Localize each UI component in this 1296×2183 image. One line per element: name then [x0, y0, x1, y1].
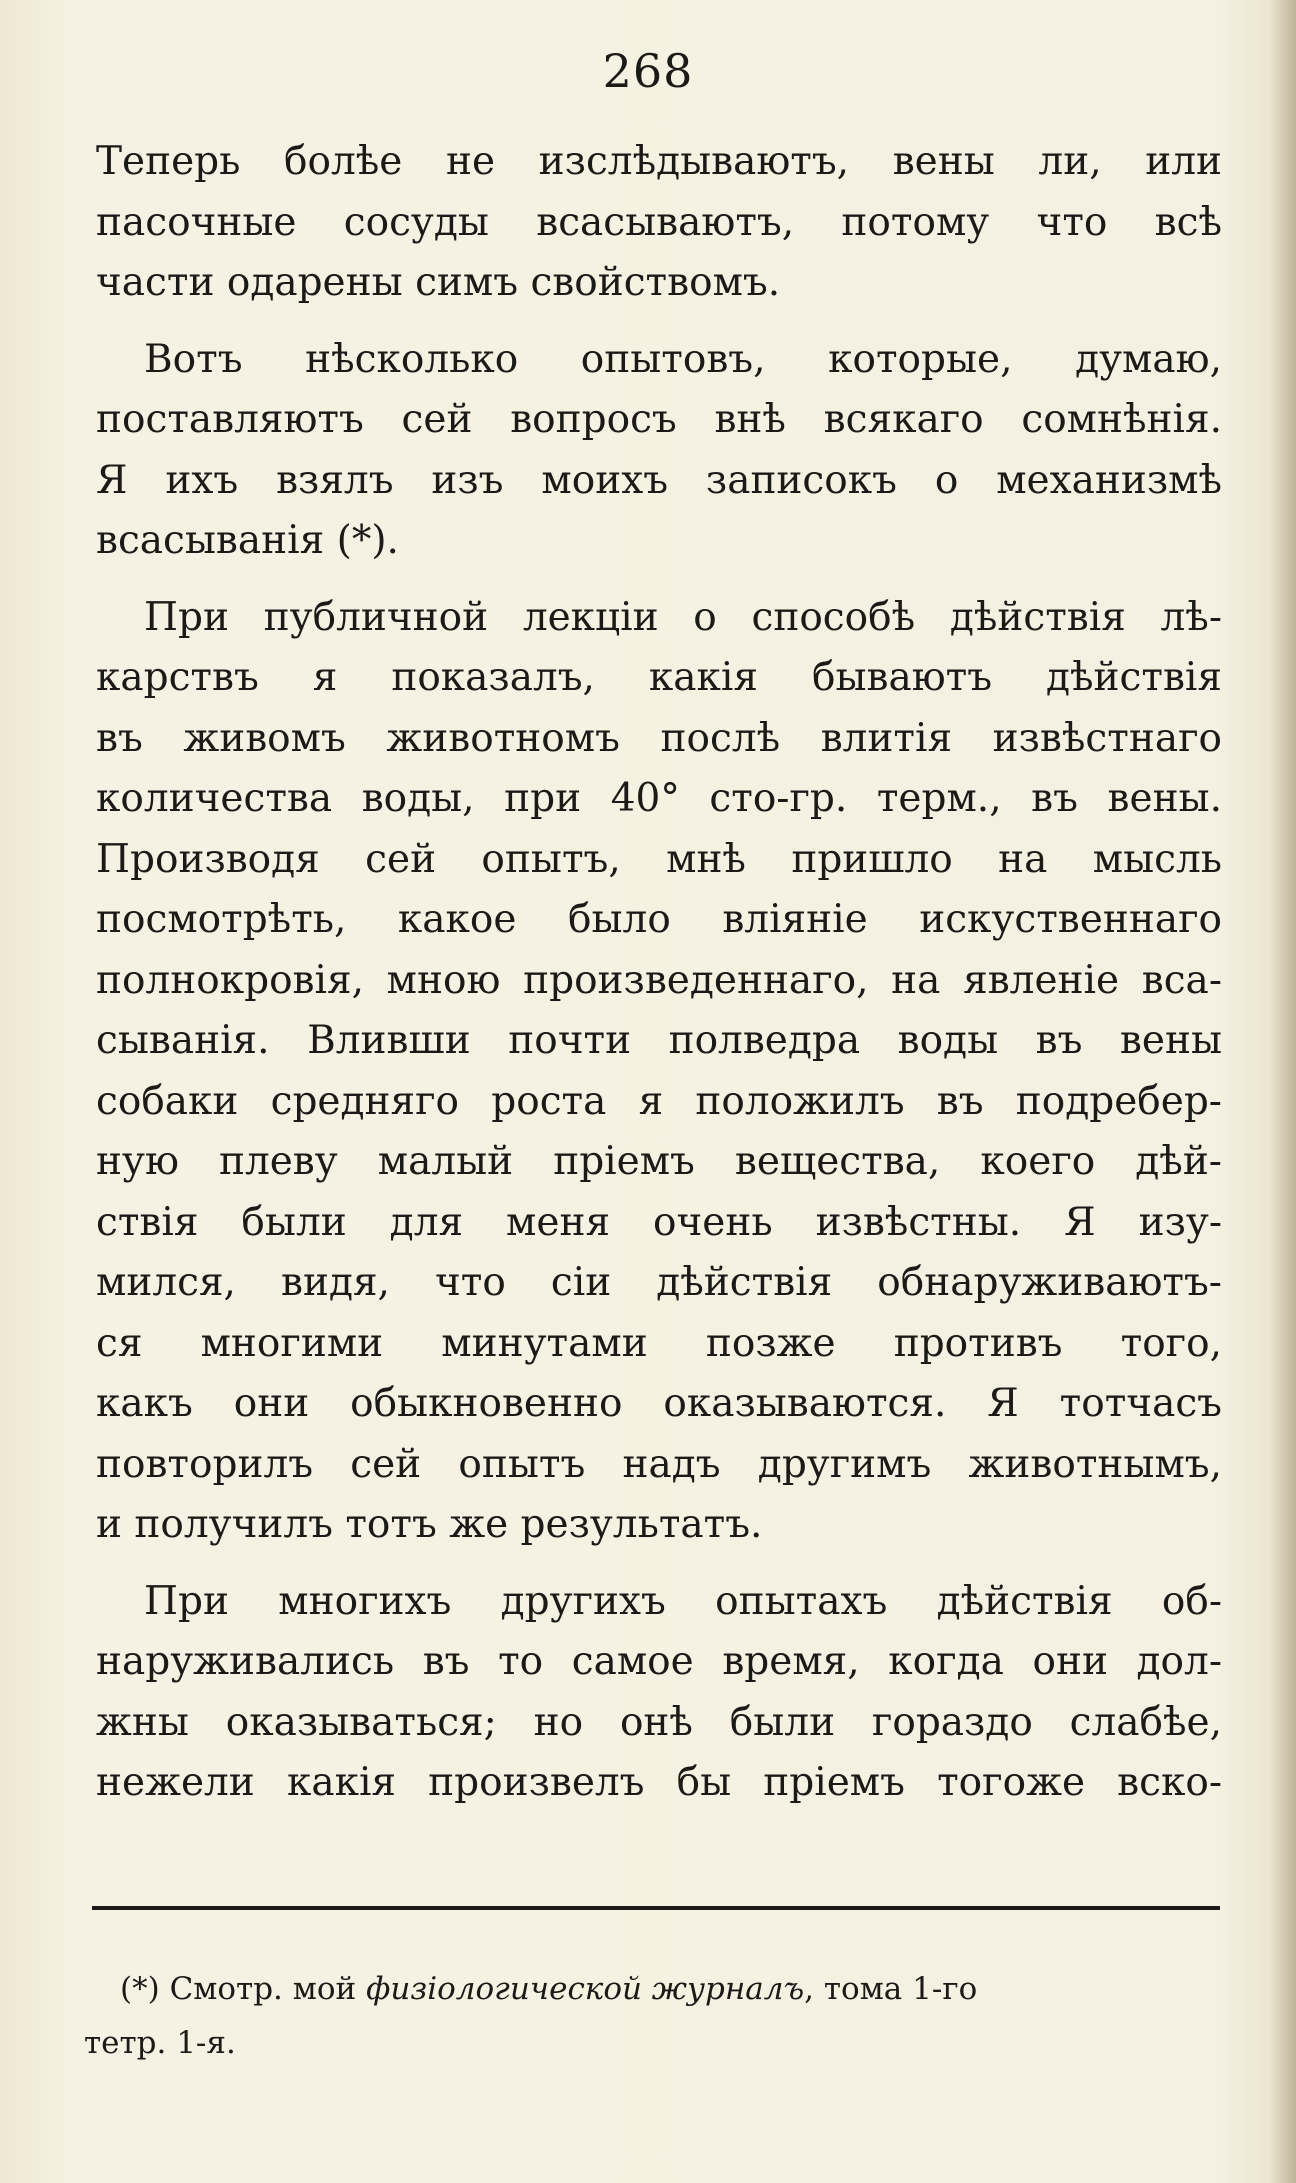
- text-line: Теперь болѣе не изслѣдываютъ, вены ли, или: [96, 139, 1222, 184]
- text-line: посмотрѣть, какое было вліяніе искуственнаго: [96, 897, 1222, 942]
- footnote-divider: [92, 1906, 1220, 1910]
- text-line: части одарены симъ свойствомъ.: [96, 260, 781, 305]
- text-line: и получилъ тотъ же результатъ.: [96, 1502, 763, 1547]
- paragraph-gap: [96, 1556, 1222, 1572]
- text-line: количества воды, при 40° сто-гр. терм., въ вены.: [96, 776, 1222, 821]
- text-line: сыванія. Вливши почти полведра воды въ вены: [96, 1018, 1222, 1063]
- paragraph-gap: [96, 314, 1222, 330]
- paragraph-gap: [96, 572, 1222, 588]
- text-line: какъ они обыкновенно оказываются. Я тотчасъ: [96, 1381, 1222, 1426]
- text-line: пасочные сосуды всасываютъ, потому что всѣ: [96, 199, 1222, 245]
- text-line: ную плеву малый пріемъ вещества, коего дѣй-: [96, 1139, 1222, 1184]
- text-line: наруживались въ то самое время, когда они дол-: [96, 1639, 1222, 1684]
- text-line: Вотъ нѣсколько опытовъ, которые, думаю,: [144, 336, 1222, 382]
- footnote-marker: (*): [120, 1971, 160, 2007]
- footnote-text: Смотр. мой: [169, 1971, 357, 2007]
- text-line: полнокровія, мною произведеннаго, на явленіе вса-: [96, 957, 1222, 1003]
- page-number: 268: [602, 44, 694, 98]
- footnote-journal-title: физіологической журналъ: [366, 1971, 805, 2007]
- body-text: [96, 132, 1222, 1814]
- text-line: мился, видя, что сіи дѣйствія обнаруживаютъ-: [96, 1260, 1222, 1305]
- text-line: повторилъ сей опытъ надъ другимъ животнымъ,: [96, 1441, 1222, 1487]
- text-line: Производя сей опытъ, мнѣ пришло на мысль: [96, 836, 1222, 882]
- footnote: [84, 1962, 1220, 2070]
- footnote-text-after: , тома 1-го: [804, 1971, 978, 2007]
- text-line: всасыванія (*).: [96, 518, 399, 563]
- text-line: жны оказываться; но онѣ были гораздо слабѣе,: [96, 1699, 1222, 1745]
- text-line: поставляютъ сей вопросъ внѣ всякаго сомнѣнія.: [96, 397, 1222, 442]
- text-line: нежели какія произвелъ бы пріемъ тогоже вско-: [96, 1760, 1222, 1805]
- text-line: ся многими минутами позже противъ того,: [96, 1320, 1222, 1366]
- text-line: Я ихъ взялъ изъ моихъ записокъ о механизмѣ: [96, 457, 1222, 503]
- page-edge-shadow: [1270, 0, 1296, 2183]
- text-line: При публичной лекціи о способѣ дѣйствія лѣ-: [144, 594, 1222, 640]
- text-line: въ живомъ животномъ послѣ влитія извѣстнаго: [96, 715, 1222, 761]
- text-line: собаки средняго роста я положилъ въ подребер-: [96, 1078, 1222, 1124]
- footnote-line: [120, 1962, 1220, 2016]
- text-line: карствъ я показалъ, какія бываютъ дѣйствія: [96, 655, 1222, 700]
- footnote-line-2: тетр. 1-я.: [84, 2025, 236, 2061]
- text-line: ствія были для меня очень извѣстны. Я изу-: [96, 1199, 1222, 1245]
- text-line: При многихъ другихъ опытахъ дѣйствія об-: [144, 1578, 1222, 1624]
